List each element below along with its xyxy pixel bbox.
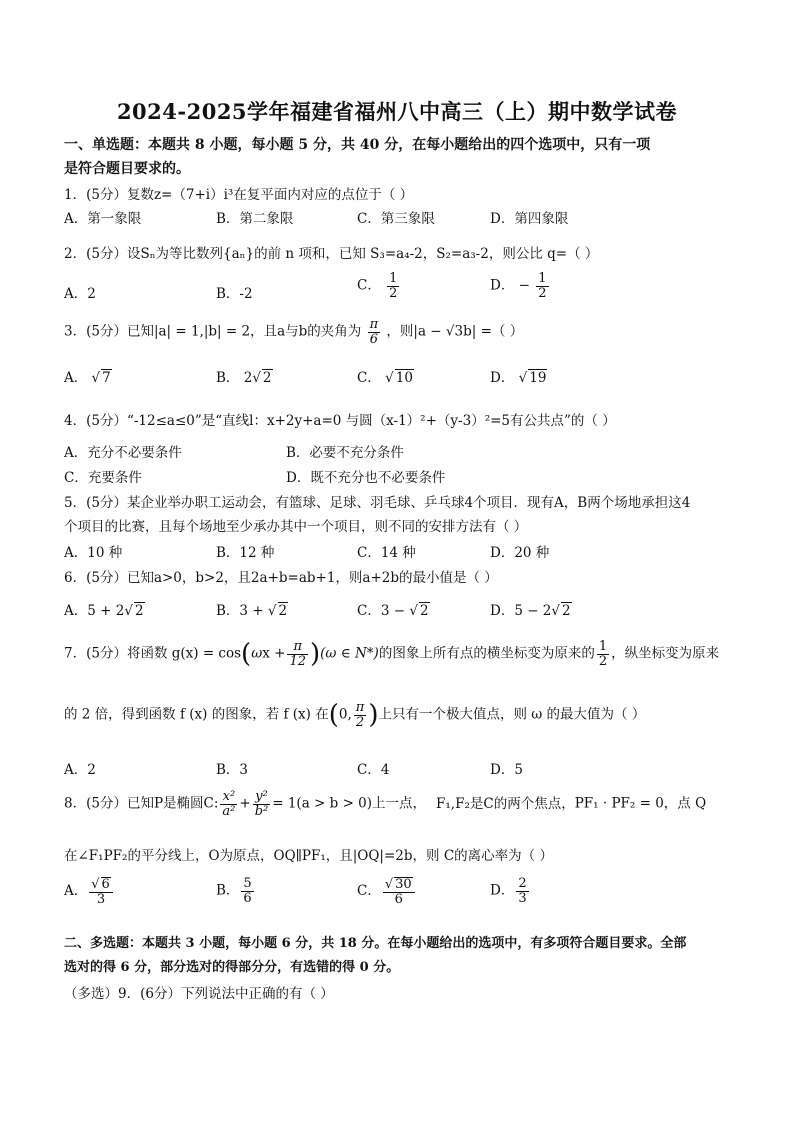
question-7-option-a: A．2 — [64, 762, 96, 778]
radicand: 30 — [395, 877, 412, 892]
question-3-stem-part1: 3．(5分）已知|a| = 1,|b| = 2，且a与b的夹角为 — [64, 323, 362, 340]
numerator: π — [369, 317, 379, 332]
option-label: D． — [490, 370, 515, 386]
question-6-option-c: C．3 − √ 2 — [357, 603, 429, 619]
exam-title: 2024-2025学年福建省福州八中高三（上）期中数学试卷 — [116, 99, 678, 124]
denominator: 2 — [389, 285, 398, 301]
denominator: 2 — [355, 714, 365, 730]
question-2-option-b: B．-2 — [216, 286, 253, 302]
numerator: 1 — [598, 639, 608, 654]
radicand: 2 — [419, 603, 429, 619]
question-4-option-c: C．充要条件 — [64, 470, 142, 486]
numerator: 2 — [518, 876, 527, 891]
question-7-stem-part1: 7．(5分）将函数 g(x) = cos — [64, 645, 242, 662]
option-label: D． — [490, 882, 515, 899]
omega: ω — [251, 645, 263, 662]
question-3-option-c: C． √ 10 — [357, 370, 413, 386]
question-7-stem-cont — [64, 701, 645, 729]
question-8-stem — [64, 790, 706, 818]
numerator: 5 — [243, 876, 252, 891]
question-7-option-d: D．5 — [490, 762, 523, 778]
question-4-option-a: A．充分不必要条件 — [64, 445, 182, 461]
numerator: π — [287, 640, 308, 655]
radicand: 10 — [395, 370, 413, 386]
left-paren: ( — [328, 700, 339, 731]
question-7-option-c: C．4 — [357, 762, 390, 778]
fraction — [387, 272, 399, 300]
one-half — [597, 640, 609, 668]
option-label: B． — [216, 882, 240, 899]
option-label: A． — [64, 370, 88, 386]
x-term — [220, 790, 237, 818]
minus-sign: − — [518, 277, 530, 294]
denominator: 6 — [394, 891, 403, 907]
radicand: 2 — [134, 603, 144, 619]
radicand: 2 — [278, 603, 288, 619]
paren-mid: x + — [262, 645, 286, 662]
question-1-option-c: C．第三象限 — [357, 211, 435, 227]
question-2-option-a: A．2 — [64, 286, 96, 302]
question-5-stem-cont: 个项目的比赛，且每个场地至少承办其中一个项目，则不同的安排方法有（ ） — [64, 519, 528, 535]
option-label: B． — [216, 370, 240, 386]
dot-product: PF₁ · PF₂ = 0，点 Q — [574, 795, 707, 812]
numerator: 1 — [538, 271, 547, 286]
plus-sign: + — [239, 795, 251, 812]
option-label: A． — [64, 883, 88, 900]
fraction — [89, 877, 113, 906]
pi-over-2 — [354, 701, 367, 729]
option-label: B． — [216, 603, 240, 619]
omega-condition: (ω ∈ N*) — [320, 645, 379, 662]
numerator: y² — [253, 790, 271, 805]
question-5-option-c: C．14 种 — [357, 545, 416, 561]
question-8-stem-part1: 8．(5分）已知P是椭圆C: — [64, 795, 219, 812]
right-paren: ) — [309, 639, 321, 670]
left-paren: ( — [241, 639, 252, 670]
fraction — [383, 877, 415, 906]
question-5-option-a: A．10 种 — [64, 545, 123, 561]
option-label: C． — [357, 277, 381, 294]
y-term — [253, 790, 271, 818]
question-6-stem: 6．(5分）已知a>0，b>2，且2a+b=ab+1，则a+2b的最小值是（ ） — [64, 570, 498, 586]
expression-prefix: 3 − — [380, 603, 410, 619]
option-label: D． — [490, 603, 515, 619]
denominator: 6 — [243, 890, 252, 906]
question-3-option-b: B． 2√ 2 — [216, 370, 272, 386]
question-1-option-a: A．第一象限 — [64, 211, 142, 227]
numerator: √ 6 — [89, 877, 113, 893]
radicand: 2 — [262, 370, 272, 386]
denominator: 2 — [538, 285, 547, 301]
section-single-choice-heading: 一、单选题：本题共 8 小题，每小题 5 分，共 40 分，在每小题给出的四个选项中，只有一项 — [64, 137, 651, 153]
option-label: C． — [357, 370, 381, 386]
denominator: b² — [254, 803, 269, 819]
denominator: 12 — [289, 653, 306, 669]
coefficient: 2 — [243, 370, 253, 386]
question-6-option-a: A．5 + 2√ 2 — [64, 603, 144, 619]
question-7-stem-part2: 的图象上所有点的横坐标变为原来的 — [378, 645, 595, 662]
question-8-option-d — [490, 877, 531, 905]
denominator: 2 — [598, 653, 608, 669]
question-4-option-d: D．既不充分也不必要条件 — [286, 470, 446, 486]
question-8-stem-cont: 在∠F₁PF₂的平分线上，O为原点，OQ∥PF₁，且|OQ|=2b，则 C的离心率为（ ） — [64, 848, 553, 864]
expression-prefix: 3 + — [239, 603, 268, 619]
question-1-option-d: D．第四象限 — [490, 211, 569, 227]
question-3-stem-part2: ，则|a − √3b| =（ ） — [386, 323, 524, 340]
interval-start: 0, — [338, 706, 352, 723]
question-3-stem — [64, 318, 523, 346]
radicand: 2 — [562, 603, 571, 619]
radicand: 7 — [102, 370, 111, 386]
radicand: 6 — [101, 877, 110, 892]
question-6-option-b: B．3 + √ 2 — [216, 603, 288, 619]
question-7-stem-part4: 的 2 倍，得到函数 f (x) 的图象，若 f (x) 在 — [64, 706, 329, 723]
pi-over-12 — [287, 640, 308, 668]
question-7-option-b: B．3 — [216, 762, 249, 778]
fraction — [241, 877, 253, 905]
question-3-option-a: A． √ 7 — [64, 370, 111, 386]
right-paren: ) — [368, 700, 379, 731]
question-2-stem: 2．(5分）设Sₙ为等比数列{aₙ}的前 n 项和，已知 S₃=a₄-2，S₂=a₃-2，则公比 q=（ ） — [64, 246, 599, 262]
question-7-stem-part5: 上只有一个极大值点，则 ω 的最大值为（ ） — [378, 706, 646, 723]
question-4-option-b: B．必要不充分条件 — [286, 445, 404, 461]
radicand: 19 — [529, 370, 547, 386]
question-3-option-d: D． √ 19 — [490, 370, 547, 386]
option-label: D． — [490, 277, 515, 294]
question-7-stem-part3: ，纵坐标变为原来 — [611, 645, 720, 662]
numerator: π — [355, 700, 365, 715]
expression-prefix: 5 + 2 — [87, 603, 125, 619]
question-8-stem-part3: F₁,F₂是C的两个焦点， — [436, 795, 575, 812]
section-multiple-choice-heading-cont: 选对的得 6 分，部分选对的得部分分，有选错的得 0 分。 — [64, 960, 400, 975]
option-label: C． — [357, 603, 381, 619]
question-8-option-b — [216, 877, 256, 905]
numerator: 1 — [389, 271, 398, 286]
question-1-option-b: B．第二象限 — [216, 211, 294, 227]
denominator: 6 — [369, 331, 378, 347]
question-8-option-c — [357, 877, 417, 906]
question-2-option-d — [490, 272, 551, 300]
question-9-stem: （多选）9．(6分）下列说法中正确的有（ ） — [64, 986, 334, 1002]
numerator: x² — [220, 790, 237, 805]
expression-prefix: 5 − 2 — [514, 603, 552, 619]
section-multiple-choice-heading: 二、多选题：本题共 3 小题，每小题 6 分，共 18 分。在每小题给出的选项中，有多项符合题目要求。全部 — [64, 936, 687, 951]
question-8-stem-part2: = 1(a > b > 0)上一点， — [272, 795, 427, 812]
question-2-option-c — [357, 272, 401, 300]
fraction — [516, 877, 528, 905]
question-8-option-a — [64, 877, 115, 906]
question-7-stem — [64, 640, 719, 668]
denominator: a² — [222, 803, 236, 819]
denominator: 3 — [96, 891, 106, 907]
question-5-stem: 5．(5分）某企业举办职工运动会，有篮球、足球、羽毛球、乒乓球4个项目．现有A，B两个场地承担这4 — [64, 495, 691, 511]
section-single-choice-heading-cont: 是符合题目要求的。 — [64, 161, 190, 177]
question-4-stem: 4．(5分）“-12≤a≤0”是“直线l：x+2y+a=0 与圆（x-1）²+（y-3）²=5有公共点”的（ ） — [64, 413, 616, 429]
question-1-stem: 1．(5分）复数z=（7+i）i³在复平面内对应的点位于（ ） — [64, 187, 414, 203]
angle-fraction — [368, 318, 381, 346]
question-5-option-b: B．12 种 — [216, 545, 275, 561]
option-label: A． — [64, 603, 88, 619]
fraction — [536, 272, 548, 300]
option-label: C． — [357, 883, 381, 900]
denominator: 3 — [518, 890, 527, 906]
question-5-option-d: D．20 种 — [490, 545, 550, 561]
question-6-option-d: D．5 − 2√ 2 — [490, 603, 571, 619]
numerator: √ 30 — [383, 877, 415, 893]
